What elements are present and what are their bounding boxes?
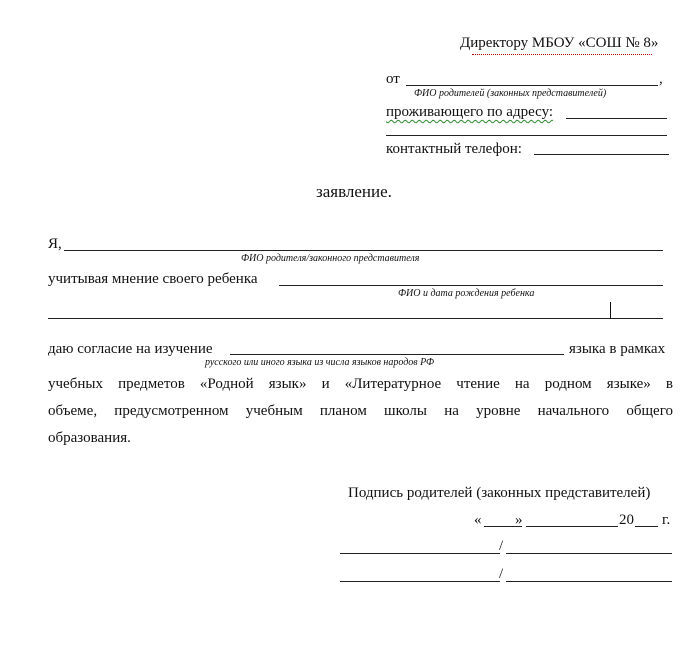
parent-caption: ФИО родителя/законного представителя	[241, 253, 420, 264]
date-close-quote: »	[515, 512, 523, 528]
child-label: учитывая мнение своего ребенка	[48, 271, 258, 287]
language-line[interactable]	[230, 354, 564, 355]
phone-label: контактный телефон:	[386, 141, 522, 157]
i-label: Я,	[48, 236, 62, 252]
addressee-wavy	[472, 54, 652, 55]
year-suffix: г.	[662, 512, 671, 528]
address-label: проживающего по адресу:	[386, 104, 554, 120]
signature-label: Подпись родителей (законных представителей)	[348, 485, 651, 501]
phone-line[interactable]	[534, 154, 669, 155]
address-line-2[interactable]	[386, 135, 667, 136]
signature-line-2[interactable]	[340, 581, 500, 582]
date-month-line[interactable]	[526, 526, 618, 527]
consent-tail: языка в рамках	[569, 341, 666, 357]
paragraph-line-1: учебных предметов «Родной язык» и «Литературное чтение на родном языке» в	[48, 376, 673, 392]
from-trail: ,	[659, 71, 663, 87]
child-line-2[interactable]	[48, 318, 663, 319]
paragraph-line-2: объеме, предусмотренном учебным планом школы на уровне начального общего	[48, 403, 673, 419]
signature-name-line-1[interactable]	[506, 553, 672, 554]
from-label: от	[386, 71, 400, 87]
addressee: Директору МБОУ «СОШ № 8»	[460, 35, 659, 51]
year-prefix: 20	[619, 512, 634, 528]
year-line[interactable]	[635, 526, 658, 527]
signature-line-1[interactable]	[340, 553, 500, 554]
consent-label: даю согласие на изучение	[48, 341, 213, 357]
date-open-quote: «	[474, 512, 482, 528]
from-caption: ФИО родителей (законных представителей)	[414, 88, 607, 99]
child-caption: ФИО и дата рождения ребенка	[398, 288, 535, 299]
child-line-1[interactable]	[279, 285, 663, 286]
signature-slash-2: /	[499, 566, 504, 582]
text-cursor	[610, 302, 611, 319]
language-caption: русского или иного языка из числа языков народов РФ	[205, 357, 435, 368]
document-title: заявление.	[316, 182, 392, 201]
signature-name-line-2[interactable]	[506, 581, 672, 582]
address-line-1[interactable]	[566, 118, 667, 119]
from-line[interactable]	[406, 85, 658, 86]
parent-name-line[interactable]	[64, 250, 663, 251]
paragraph-line-3: образования.	[48, 430, 131, 446]
signature-slash-1: /	[499, 538, 504, 554]
